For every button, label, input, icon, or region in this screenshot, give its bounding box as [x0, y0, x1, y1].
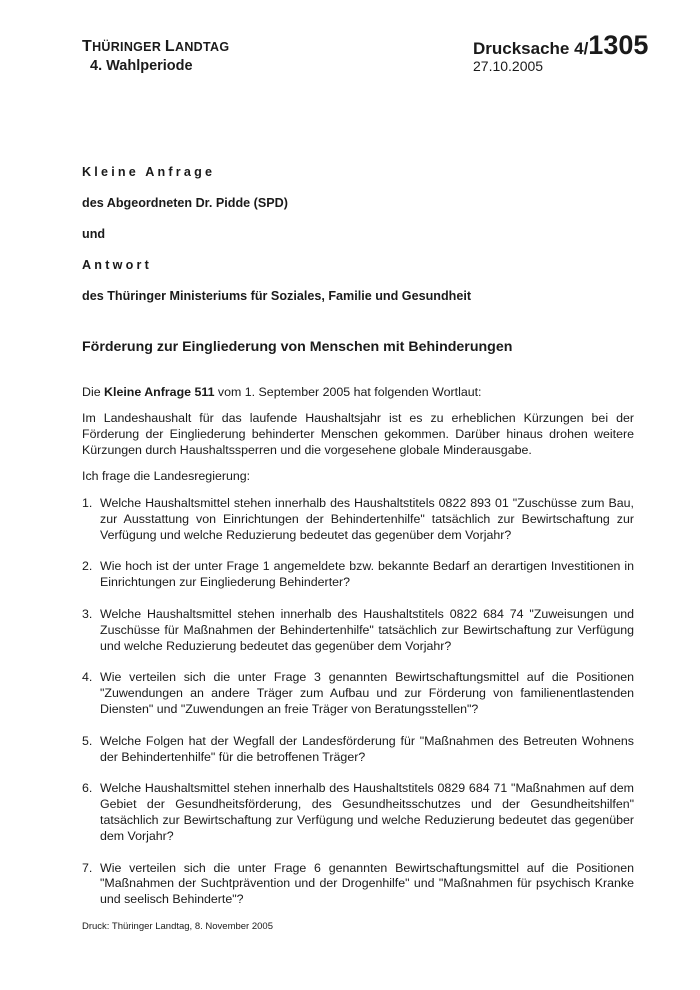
- document-label: Drucksache 4/: [473, 39, 589, 58]
- question-text: Welche Folgen hat der Wegfall der Landesförderung für "Maßnahmen des Betreuten Wohnens der Behindertenhilfe" für die betroffenen Träger?: [100, 733, 634, 764]
- legislative-period: 4. Wahlperiode: [90, 58, 193, 74]
- question-number: 4.: [82, 670, 93, 685]
- question-item: [82, 559, 634, 591]
- document-number-line: [473, 30, 648, 61]
- document-header-right: [473, 30, 648, 74]
- background-paragraph: [82, 411, 634, 458]
- parliament-initial-l: L: [164, 38, 175, 55]
- title-ministry: des Thüringer Ministeriums für Soziales, Familie und Gesundheit: [82, 289, 472, 303]
- document-date: 27.10.2005: [473, 58, 544, 74]
- question-item: [82, 607, 634, 654]
- question-item: [82, 781, 634, 844]
- title-author: des Abgeordneten Dr. Pidde (SPD): [82, 196, 288, 210]
- intro-query-reference: Kleine Anfrage 511: [104, 385, 215, 399]
- print-footer: Druck: Thüringer Landtag, 8. November 2005: [82, 921, 273, 932]
- parliament-initial-t: T: [82, 38, 93, 55]
- parliament-rest-1: HÜRINGER: [92, 40, 165, 54]
- background-paragraph-text: Im Landeshaushalt für das laufende Haushaltsjahr ist es zu erheblichen Kürzungen bei der Förderung der Eingliederung behinderter Menschen gekommen. Darüber hinaus drohen weitere Kürzungen durch Haushaltssperren und die vorgesehene globale Minderausgabe.: [82, 411, 634, 457]
- intro-suffix: vom 1. September 2005 hat folgenden Wortlaut:: [214, 385, 482, 399]
- question-number: 5.: [82, 733, 93, 748]
- intro-prefix: Die: [82, 385, 105, 399]
- question-text: Wie verteilen sich die unter Frage 6 genannten Bewirtschaftungsmittel auf die Positionen "Maßnahmen der Suchtprävention und der Drogenhilfe" und "Maßnahmen für psychisch Kranke und seelisch Behinderte"?: [100, 860, 634, 907]
- question-text: Welche Haushaltsmittel stehen innerhalb des Haushaltstitels 0822 684 74 "Zuweisungen und Zuschüsse für Maßnahmen der Behindertenhilfe" tatsächlich zur Bewirtschaftung zur Verfügung und welche Reduzierung bedeutet das gegenüber dem Vorjahr?: [100, 606, 634, 653]
- question-text: Welche Haushaltsmittel stehen innerhalb des Haushaltstitels 0829 684 71 "Maßnahmen auf dem Gebiet der Gesundheitsförderung, des Gesundheitsschutzes und der Gesundheitshilfen" tatsächlich zur Bewirtschaftung zur Verfügung und welche Reduzierung bedeutet das gegenüber dem Vorjahr?: [100, 781, 634, 843]
- question-item: [82, 861, 634, 908]
- question-text: Wie verteilen sich die unter Frage 3 genannten Bewirtschaftungsmittel auf die Positionen "Zuwendungen an andere Träger zum Aufbau und zur Förderung von familienentlastenden Diensten" und "Zuwendungen an freie Träger von Beratungsstellen"?: [100, 670, 634, 716]
- parliament-rest-2: ANDTAG: [175, 40, 230, 54]
- title-conjunction: und: [82, 227, 106, 241]
- question-number: 6.: [82, 781, 93, 796]
- question-item: [82, 496, 634, 543]
- question-lead: Ich frage die Landesregierung:: [82, 469, 251, 483]
- title-type: Kleine Anfrage: [82, 165, 216, 179]
- question-number: 7.: [82, 860, 93, 875]
- question-text: Welche Haushaltsmittel stehen innerhalb des Haushaltstitels 0822 893 01 "Zuschüsse zum Bau, zur Ausstattung von Einrichtungen der Behindertenhilfe" tatsächlich zur Bewirtschaftung zur Verfügung und welche Reduzierung bedeutet das gegenüber dem Vorjahr?: [100, 496, 634, 542]
- question-number: 3.: [82, 606, 93, 621]
- title-answer: Antwort: [82, 258, 152, 272]
- document-subject: Förderung zur Eingliederung von Menschen mit Behinderungen: [82, 339, 513, 355]
- question-list: [82, 496, 634, 908]
- question-number: 2.: [82, 559, 93, 574]
- document-header-left: [82, 38, 229, 74]
- question-item: [82, 734, 634, 766]
- document-number: 1305: [588, 30, 649, 60]
- question-text: Wie hoch ist der unter Frage 1 angemeldete bzw. bekannte Bedarf an derartigen Investitionen in Einrichtungen zur Eingliederung Behinderter?: [100, 559, 634, 590]
- question-item: [82, 670, 634, 717]
- question-number: 1.: [82, 496, 93, 510]
- intro-line: [82, 385, 634, 401]
- parliament-name: [82, 38, 229, 56]
